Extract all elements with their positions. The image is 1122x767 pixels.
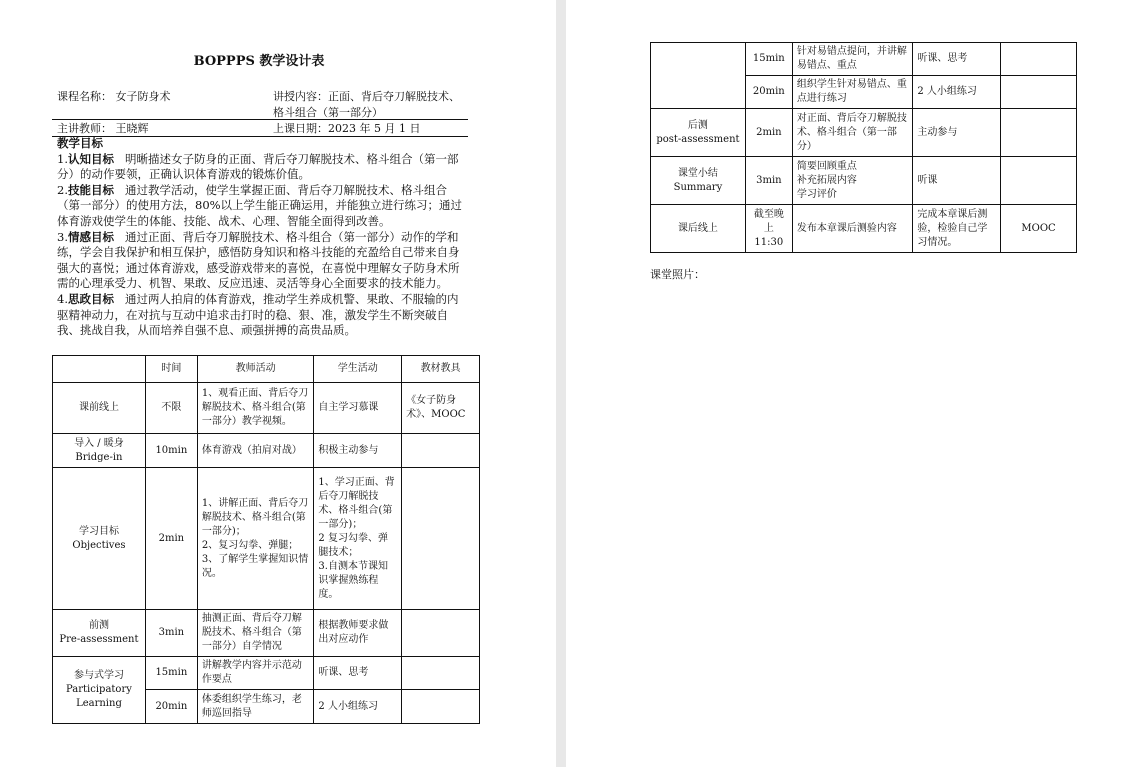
stage-cell: 课前线上 [53, 383, 146, 434]
lesson-table-part1 [52, 355, 480, 724]
stage-en: Participatory Learning [66, 684, 132, 709]
header-material: 教材教具 [402, 356, 480, 383]
time-cell: 2min [145, 468, 197, 610]
material-cell [402, 610, 480, 657]
time-cell: 截至晚上 11:30 [745, 205, 792, 253]
teacher-cell: 体委组织学生练习，老师巡回指导 [197, 690, 314, 724]
time-cell: 15min [745, 43, 792, 76]
material-cell [402, 434, 480, 468]
teacher-line: 补充拓展内容 [796, 174, 857, 186]
objective-text: 明晰描述女子防身的正面、背后夺刀解脱技术、格斗组合（第一部分）的动作要领，正确认识体育游戏的锻炼价值。 [57, 151, 459, 182]
table-row [53, 383, 480, 434]
student-cell [314, 468, 402, 610]
teacher-cell: 发布本章课后测验内容 [792, 205, 913, 253]
student-line: 3.自测本节课知识掌握熟练程度。 [318, 560, 388, 600]
header-teacher: 教师活动 [197, 356, 314, 383]
objective-label: 情感目标 [67, 229, 114, 244]
teacher-cell: 1、观看正面、背后夺刀解脱技术、格斗组合(第一部分）教学视频。 [197, 383, 314, 434]
table-row [53, 468, 480, 610]
stage-en: Bridge-in [75, 451, 123, 463]
teacher-line: 1、讲解正面、背后夺刀解脱技术、格斗组合(第一部分)； [201, 497, 309, 537]
time-cell: 20min [145, 690, 197, 724]
student-cell: 听课 [913, 157, 1001, 205]
time-cell: 不限 [145, 383, 197, 434]
stage-en: post-assessment [656, 133, 740, 145]
header-time: 时间 [145, 356, 197, 383]
stage-cn: 后测 [687, 119, 708, 131]
time-cell: 15min [145, 657, 197, 690]
time-cell: 20min [745, 76, 792, 109]
table-row [651, 43, 1077, 76]
teacher-cell: 体育游戏（拍肩对战） [197, 434, 314, 468]
table-row [651, 205, 1077, 253]
stage-cell: 课后线上 [651, 205, 746, 253]
header-stage [53, 356, 146, 383]
objective-text: 通过教学活动，使学生掌握正面、背后夺刀解脱技术、格斗组合（第一部分）的使用方法，80%以上学生能正确运用，并能独立进行练习；通过体育游戏使学生的体能、技能、战术、心理、智能全面得到改善。 [57, 182, 463, 228]
objective-label: 认知目标 [67, 151, 114, 166]
teacher-cell: 组织学生针对易错点、重点进行练习 [792, 76, 913, 109]
time-cell: 10min [145, 434, 197, 468]
table-row [53, 610, 480, 657]
teacher-cell: 讲解教学内容并示范动作要点 [197, 657, 314, 690]
objective-text: 通过正面、背后夺刀解脱技术、格斗组合（第一部分）动作的学和练，学会自我保护和相互保护，感悟防身知识和格斗技能的充盈给自己带来自身强大的喜悦；通过体育游戏，感受游戏带来的喜悦，在喜悦中理解女子防身术所需的心理承受力、机智、果敢、反应迅速、灵活等身心全面要求的技术能力。 [57, 229, 460, 291]
student-cell: 根据教师要求做出对应动作 [314, 610, 402, 657]
teaching-objectives [57, 136, 467, 339]
student-line: 2 复习勾拳、弹腿技术； [318, 532, 388, 558]
material-cell [402, 690, 480, 724]
lesson-table-part2 [650, 42, 1077, 253]
teacher-line: 2、复习勾拳、弹腿； [201, 539, 299, 551]
teacher-line: 3、了解学生掌握知识情况。 [201, 553, 309, 579]
lecture-content-line1: 讲授内容：正面、背后夺刀解脱技术、 [273, 90, 460, 103]
course-name: 课程名称： 女子防身术 [57, 90, 171, 103]
teacher-cell [792, 157, 913, 205]
teacher-cell: 对正面、背后夺刀解脱技术、格斗组合（第一部分） [792, 109, 913, 157]
objective-number: 4. [57, 291, 68, 306]
header-rule-1 [52, 119, 468, 120]
objective-text: 通过两人拍肩的体育游戏，推动学生养成机警、果敢、不服输的内驱精神动力，在对抗与互动中追求击打时的稳、狠、准，激发学生不断突破自我、挑战自我，从而培养自强不息、顽强拼搏的高贵品质。 [57, 291, 459, 338]
document-title: BOPPPS 教学设计表 [193, 54, 325, 69]
objective-emotional [57, 230, 467, 292]
lecture-content [273, 89, 473, 121]
stage-cell [53, 468, 146, 610]
stage-cn: 参与式学习 [73, 670, 124, 681]
objectives-heading: 教学目标 [57, 136, 103, 150]
time-cell: 3min [145, 610, 197, 657]
student-cell: 完成本章课后测验，检验自己学习情况。 [913, 205, 1001, 253]
stage-en: Summary [673, 181, 723, 193]
table-row [53, 434, 480, 468]
objective-label: 技能目标 [67, 182, 114, 197]
teacher-cell: 针对易错点提问，并讲解易错点、重点 [792, 43, 913, 76]
teacher-line: 简要回顾重点 [796, 160, 857, 172]
stage-cell [53, 610, 146, 657]
stage-cell [53, 657, 146, 724]
student-cell: 听课、思考 [913, 43, 1001, 76]
student-line: 1、学习正面、背后夺刀解脱技术、格斗组合(第一部分)； [318, 476, 395, 530]
student-cell: 主动参与 [913, 109, 1001, 157]
student-cell: 自主学习慕课 [314, 383, 402, 434]
material-cell [1001, 76, 1077, 109]
objective-number: 2. [57, 182, 68, 197]
objective-number: 3. [57, 229, 68, 244]
material-cell: 《女子防身术》、MOOC [402, 383, 480, 434]
stage-en: Pre-assessment [59, 634, 139, 645]
teacher-name: 主讲教师： 王晓辉 [57, 122, 149, 135]
teacher-cell: 抽测正面、背后夺刀解脱技术、格斗组合（第一部分）自学情况 [197, 610, 314, 657]
stage-cell [53, 434, 146, 468]
student-cell: 听课、思考 [314, 657, 402, 690]
time-cell: 2min [745, 109, 792, 157]
table-row [53, 657, 480, 690]
material-cell [1001, 109, 1077, 157]
student-cell: 2 人小组练习 [314, 690, 402, 724]
lecture-content-line2: 格斗组合（第一部分） [273, 106, 383, 119]
stage-cn: 课堂小结 [677, 167, 718, 179]
table-header-row [53, 356, 480, 383]
material-cell: MOOC [1001, 205, 1077, 253]
objective-number: 1. [57, 151, 68, 166]
table-row [651, 157, 1077, 205]
student-cell: 2 人小组练习 [913, 76, 1001, 109]
document-page-1 [0, 0, 556, 767]
time-cell: 3min [745, 157, 792, 205]
material-cell [1001, 157, 1077, 205]
objective-label: 思政目标 [67, 291, 114, 306]
stage-cn: 学习目标 [78, 525, 119, 537]
objective-skill [57, 183, 467, 230]
stage-cell [651, 43, 746, 109]
material-cell [1001, 43, 1077, 76]
stage-cn: 前测 [88, 620, 109, 631]
teacher-cell [197, 468, 314, 610]
stage-en: Objectives [72, 539, 126, 551]
stage-cell [651, 157, 746, 205]
material-cell [402, 468, 480, 610]
objective-cognitive [57, 152, 467, 183]
stage-cell [651, 109, 746, 157]
header-student: 学生活动 [314, 356, 402, 383]
student-cell: 积极主动参与 [314, 434, 402, 468]
class-photos-label: 课堂照片： [650, 268, 705, 281]
class-date: 上课日期：2023 年 5 月 1 日 [273, 122, 421, 135]
objective-ideological [57, 292, 467, 339]
stage-cn: 导入 / 暖身 [74, 437, 124, 449]
table-row [651, 109, 1077, 157]
teacher-line: 学习评价 [796, 188, 837, 200]
material-cell [402, 657, 480, 690]
